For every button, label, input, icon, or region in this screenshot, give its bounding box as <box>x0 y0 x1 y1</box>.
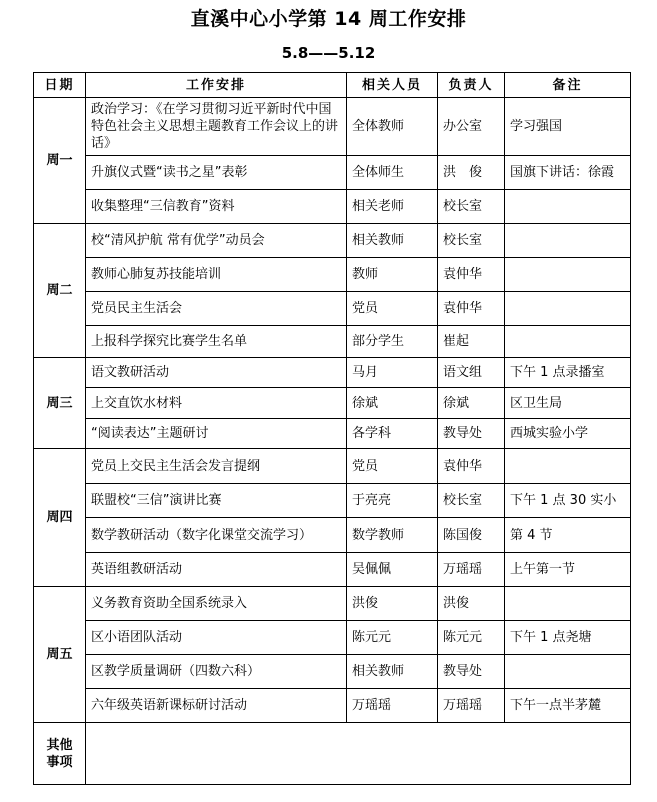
people-cell: 全体师生 <box>347 156 438 190</box>
schedule-table <box>33 72 631 785</box>
task-cell: 党员民主生活会 <box>86 292 347 326</box>
owner-cell: 崔起 <box>438 326 505 358</box>
header-owner: 负责人 <box>438 73 505 98</box>
people-cell: 教师 <box>347 258 438 292</box>
task-cell: 校“清风护航 常有优学”动员会 <box>86 224 347 258</box>
people-cell: 相关教师 <box>347 655 438 689</box>
task-cell: 教师心肺复苏技能培训 <box>86 258 347 292</box>
owner-cell: 办公室 <box>438 98 505 156</box>
table-row <box>34 358 631 388</box>
people-cell: 洪俊 <box>347 587 438 621</box>
other-items-label-text: 其他事项 <box>46 737 73 770</box>
note-cell <box>505 190 631 224</box>
owner-cell: 万瑶瑶 <box>438 553 505 587</box>
people-cell: 全体教师 <box>347 98 438 156</box>
owner-cell: 校长室 <box>438 484 505 518</box>
task-cell: 区教学质量调研（四数六科） <box>86 655 347 689</box>
table-row <box>34 689 631 723</box>
people-cell: 于亮亮 <box>347 484 438 518</box>
day-label: 周四 <box>34 449 86 587</box>
task-cell: 英语组教研活动 <box>86 553 347 587</box>
note-cell: 下午一点半茅麓 <box>505 689 631 723</box>
owner-cell: 语文组 <box>438 358 505 388</box>
note-cell <box>505 326 631 358</box>
task-cell: 收集整理“三信教育”资料 <box>86 190 347 224</box>
people-cell: 万瑶瑶 <box>347 689 438 723</box>
table-row <box>34 587 631 621</box>
task-cell: “阅读表达”主题研讨 <box>86 419 347 449</box>
owner-cell: 教导处 <box>438 655 505 689</box>
task-cell: 联盟校“三信”演讲比赛 <box>86 484 347 518</box>
note-cell: 学习强国 <box>505 98 631 156</box>
note-cell <box>505 587 631 621</box>
table-row <box>34 326 631 358</box>
table-header-row <box>34 73 631 98</box>
task-cell: 义务教育资助全国系统录入 <box>86 587 347 621</box>
table-row <box>34 156 631 190</box>
people-cell: 各学科 <box>347 419 438 449</box>
task-cell: 区小语团队活动 <box>86 621 347 655</box>
task-cell: 政治学习：《在学习贯彻习近平新时代中国特色社会主义思想主题教育工作会议上的讲话》 <box>86 98 347 156</box>
people-cell: 相关老师 <box>347 190 438 224</box>
note-cell: 区卫生局 <box>505 388 631 419</box>
table-row <box>34 419 631 449</box>
task-cell: 上交直饮水材料 <box>86 388 347 419</box>
table-row <box>34 553 631 587</box>
table-row <box>34 98 631 156</box>
people-cell: 数学教师 <box>347 518 438 553</box>
table-row <box>34 484 631 518</box>
owner-cell: 洪俊 <box>438 587 505 621</box>
table-row <box>34 621 631 655</box>
note-cell <box>505 655 631 689</box>
header-date: 日期 <box>34 73 86 98</box>
owner-cell: 陈国俊 <box>438 518 505 553</box>
table-row <box>34 518 631 553</box>
task-cell: 上报科学探究比赛学生名单 <box>86 326 347 358</box>
table-row <box>34 449 631 484</box>
task-cell: 六年级英语新课标研讨活动 <box>86 689 347 723</box>
day-label: 周一 <box>34 98 86 224</box>
date-range: 5.8——5.12 <box>281 44 376 62</box>
other-items-label <box>34 723 86 785</box>
day-label: 周二 <box>34 224 86 358</box>
table-row <box>34 388 631 419</box>
header-task: 工作安排 <box>86 73 347 98</box>
owner-cell: 洪 俊 <box>438 156 505 190</box>
note-cell: 国旗下讲话：徐霞 <box>505 156 631 190</box>
task-cell: 党员上交民主生活会发言提纲 <box>86 449 347 484</box>
people-cell: 陈元元 <box>347 621 438 655</box>
owner-cell: 袁仲华 <box>438 449 505 484</box>
note-cell <box>505 224 631 258</box>
day-label: 周五 <box>34 587 86 723</box>
other-items-content <box>86 723 631 785</box>
people-cell: 相关教师 <box>347 224 438 258</box>
task-cell: 数学教研活动（数字化课堂交流学习） <box>86 518 347 553</box>
note-cell: 下午 1 点录播室 <box>505 358 631 388</box>
note-cell: 下午 1 点 30 实小 <box>505 484 631 518</box>
table-row <box>34 224 631 258</box>
owner-cell: 教导处 <box>438 419 505 449</box>
document-title: 直溪中心小学第 14 周工作安排 <box>190 8 467 30</box>
people-cell: 部分学生 <box>347 326 438 358</box>
people-cell: 徐斌 <box>347 388 438 419</box>
note-cell <box>505 292 631 326</box>
owner-cell: 校长室 <box>438 224 505 258</box>
note-cell <box>505 258 631 292</box>
owner-cell: 陈元元 <box>438 621 505 655</box>
table-row <box>34 190 631 224</box>
people-cell: 吴佩佩 <box>347 553 438 587</box>
table-row <box>34 292 631 326</box>
note-cell: 第 4 节 <box>505 518 631 553</box>
owner-cell: 万瑶瑶 <box>438 689 505 723</box>
note-cell: 上午第一节 <box>505 553 631 587</box>
table-row <box>34 655 631 689</box>
note-cell: 下午 1 点尧塘 <box>505 621 631 655</box>
owner-cell: 袁仲华 <box>438 258 505 292</box>
owner-cell: 校长室 <box>438 190 505 224</box>
other-items-row <box>34 723 631 785</box>
people-cell: 马月 <box>347 358 438 388</box>
owner-cell: 袁仲华 <box>438 292 505 326</box>
note-cell: 西城实验小学 <box>505 419 631 449</box>
task-cell: 升旗仪式暨“读书之星”表彰 <box>86 156 347 190</box>
note-cell <box>505 449 631 484</box>
task-cell: 语文教研活动 <box>86 358 347 388</box>
people-cell: 党员 <box>347 449 438 484</box>
header-people: 相关人员 <box>347 73 438 98</box>
header-note: 备注 <box>505 73 631 98</box>
people-cell: 党员 <box>347 292 438 326</box>
schedule-body <box>34 98 631 785</box>
owner-cell: 徐斌 <box>438 388 505 419</box>
day-label: 周三 <box>34 358 86 449</box>
table-row <box>34 258 631 292</box>
